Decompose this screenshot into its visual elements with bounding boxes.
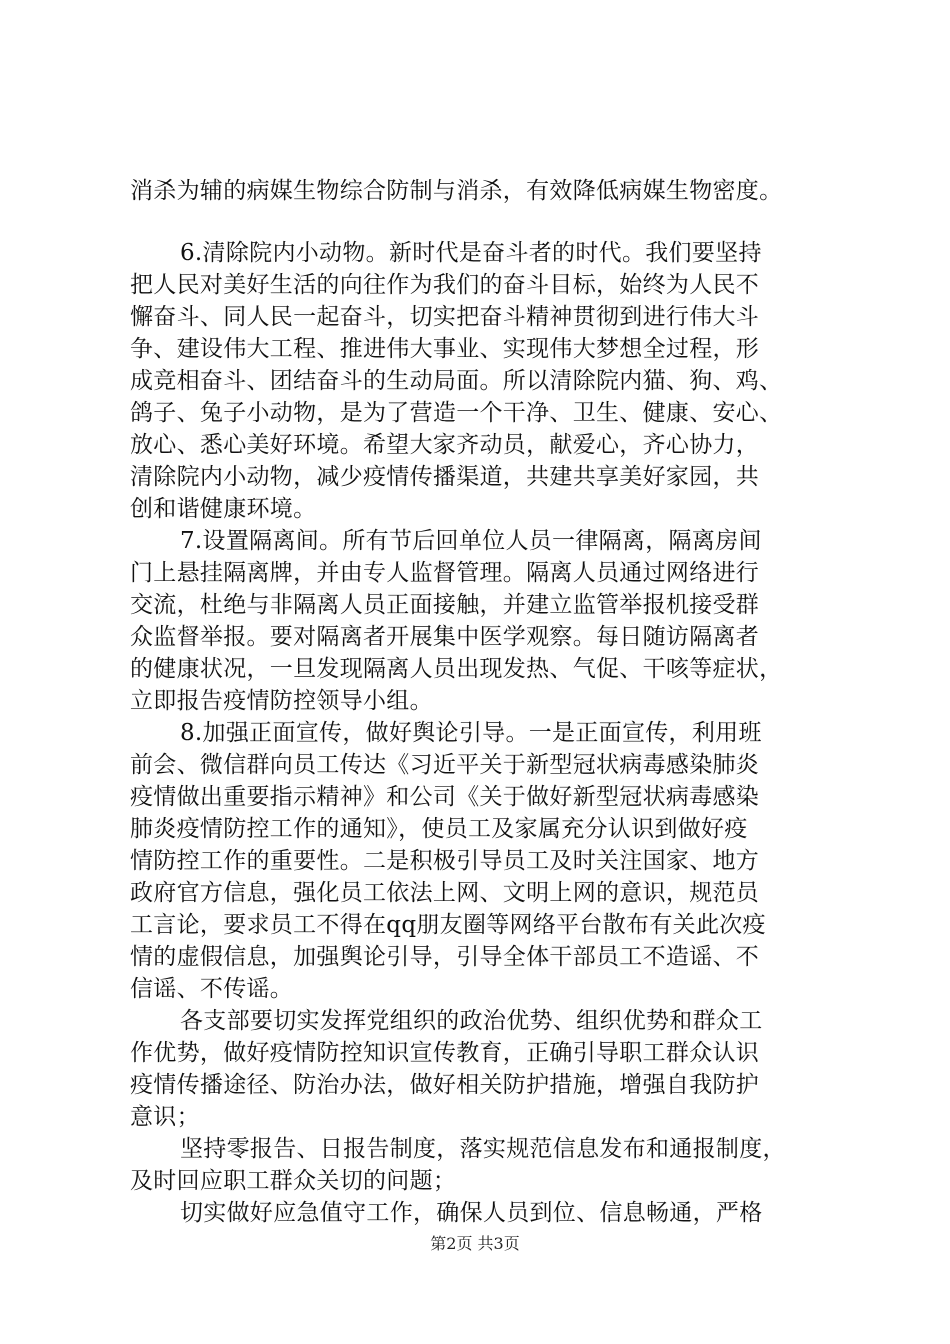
page-footer: 第2页 共3页 xyxy=(430,1234,520,1253)
text-line: 的健康状况，一旦发现隔离人员出现发热、气促、干咳等症状， xyxy=(130,656,783,682)
text-line: 清除院内小动物，减少疫情传播渠道，共建共享美好家园，共 xyxy=(130,464,760,490)
text-line: 疫情传播途径、防治办法，做好相关防护措施，增强自我防护 xyxy=(130,1072,760,1098)
text-line: 消杀为辅的病媒生物综合防制与消杀，有效降低病媒生物密度。 xyxy=(130,178,783,204)
text-line: 懈奋斗、同人民一起奋斗，切实把奋斗精神贯彻到进行伟大斗 xyxy=(130,304,760,330)
text-line: 肺炎疫情防控工作的通知》，使员工及家属充分认识到做好疫 xyxy=(130,816,748,842)
text-line: 及时回应职工群众关切的问题； xyxy=(130,1168,457,1194)
paragraph-start: 各支部要切实发挥党组织的政治优势、组织优势和群众工 xyxy=(180,1008,763,1034)
paragraph-start: 坚持零报告、日报告制度，落实规范信息发布和通报制度， xyxy=(180,1136,786,1162)
text-line: 意识； xyxy=(130,1104,200,1130)
text-line: 前会、微信群向员工传达《习近平关于新型冠状病毒感染肺炎 xyxy=(130,752,760,778)
text-line: 作优势，做好疫情防控知识宣传教育，正确引导职工群众认识 xyxy=(130,1040,760,1066)
text-line: 交流，杜绝与非隔离人员正面接触，并建立监管举报机接受群 xyxy=(130,592,760,618)
text-line: 争、建设伟大工程、推进伟大事业、实现伟大梦想全过程，形 xyxy=(130,336,760,362)
text-line: 情防控工作的重要性。二是积极引导员工及时关注国家、地方 xyxy=(130,848,760,874)
paragraph-heading-8: 8.加强正面宣传，做好舆论引导。一是正面宣传，利用班 xyxy=(180,720,762,746)
text-line: 信谣、不传谣。 xyxy=(130,976,294,1002)
text-line: 把人民对美好生活的向往作为我们的奋斗目标，始终为人民不 xyxy=(130,272,760,298)
text-line: 工言论，要求员工不得在qq朋友圈等网络平台散布有关此次疫 xyxy=(130,912,766,938)
text-line: 众监督举报。要对隔离者开展集中医学观察。每日随访隔离者 xyxy=(130,624,760,650)
text-line: 门上悬挂隔离牌，并由专人监督管理。隔离人员通过网络进行 xyxy=(130,560,760,586)
paragraph-heading-6: 6.清除院内小动物。新时代是奋斗者的时代。我们要坚持 xyxy=(180,240,762,266)
text-line: 政府官方信息，强化员工依法上网、文明上网的意识，规范员 xyxy=(130,880,760,906)
text-line: 疫情做出重要指示精神》和公司《关于做好新型冠状病毒感染 xyxy=(130,784,760,810)
text-line: 创和谐健康环境。 xyxy=(130,496,317,522)
text-line: 放心、悉心美好环境。希望大家齐动员，献爱心，齐心协力， xyxy=(130,432,760,458)
paragraph-start: 切实做好应急值守工作，确保人员到位、信息畅通，严格 xyxy=(180,1200,763,1226)
text-line: 情的虚假信息，加强舆论引导，引导全体干部员工不造谣、不 xyxy=(130,944,760,970)
text-line: 鸽子、兔子小动物，是为了营造一个干净、卫生、健康、安心、 xyxy=(130,400,783,426)
text-line: 立即报告疫情防控领导小组。 xyxy=(130,688,433,714)
text-line: 成竞相奋斗、团结奋斗的生动局面。所以清除院内猫、狗、鸡、 xyxy=(130,368,783,394)
paragraph-heading-7: 7.设置隔离间。所有节后回单位人员一律隔离，隔离房间 xyxy=(180,528,762,554)
